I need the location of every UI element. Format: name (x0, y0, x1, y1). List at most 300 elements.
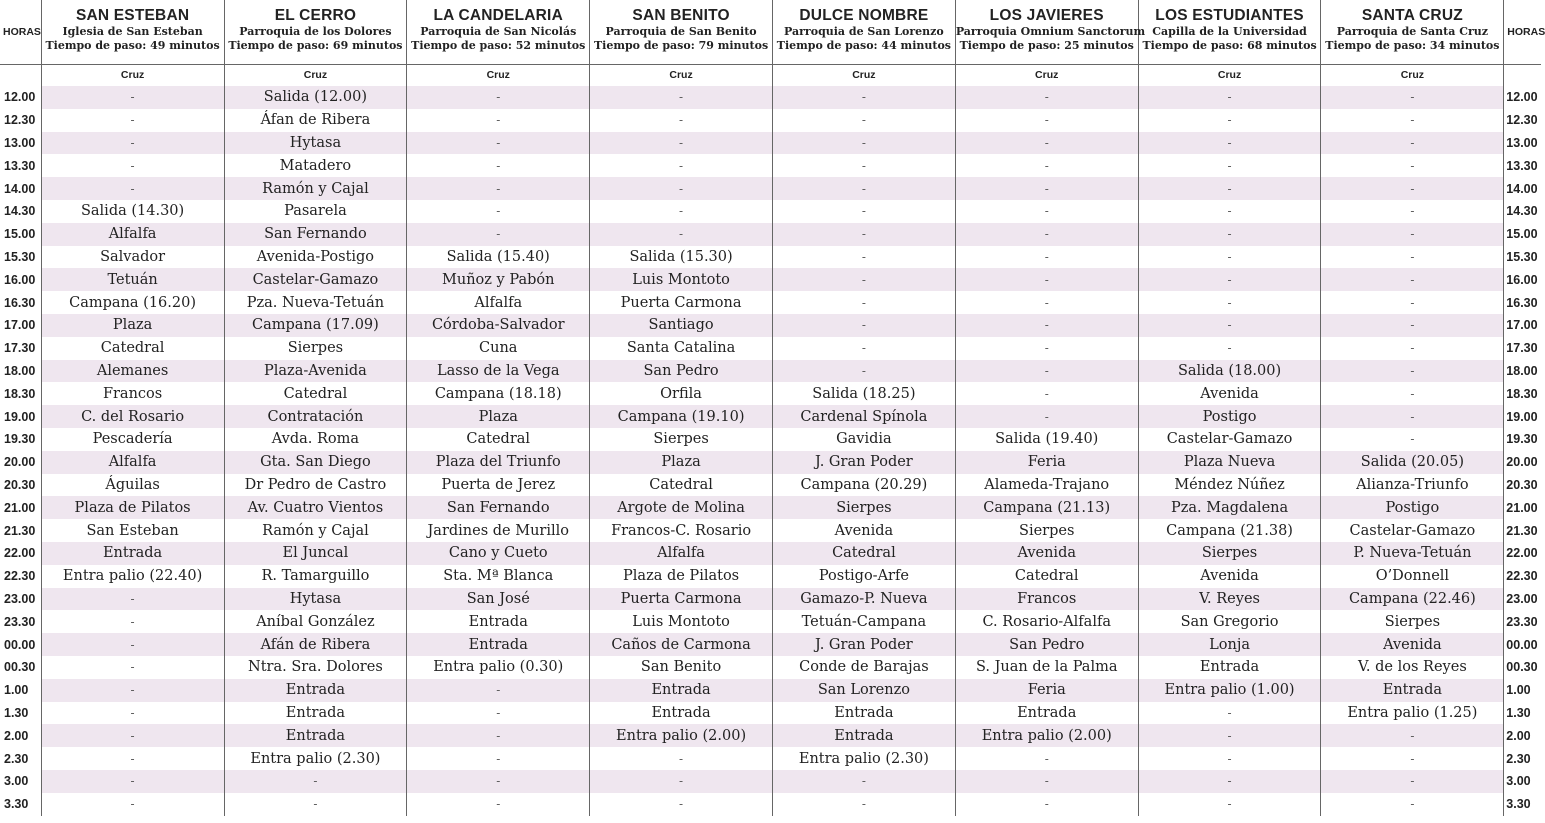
schedule-row (0, 246, 1541, 269)
route-cell: Plaza de Pilatos (590, 565, 773, 588)
route-cell: Entrada (1321, 679, 1504, 702)
route-cell: - (1321, 223, 1504, 246)
route-cell: - (41, 610, 224, 633)
route-cell: - (407, 109, 590, 132)
time-label-left: 12.30 (0, 109, 41, 132)
route-cell: - (955, 337, 1138, 360)
route-cell: Santiago (590, 314, 773, 337)
route-cell: Méndez Núñez (1138, 474, 1321, 497)
cruz-label: Cruz (1321, 64, 1504, 86)
time-label-right: 22.00 (1504, 542, 1541, 565)
schedule-row (0, 770, 1541, 793)
time-label-left: 17.00 (0, 314, 41, 337)
cruz-label: Cruz (955, 64, 1138, 86)
route-cell: - (1138, 337, 1321, 360)
route-cell: Plaza-Avenida (224, 360, 407, 383)
route-cell: Tetuán (41, 268, 224, 291)
route-cell: Sierpes (772, 496, 955, 519)
time-label-right: 3.00 (1504, 770, 1541, 793)
route-cell: Sierpes (1138, 542, 1321, 565)
hermandad-church: Parroquia Omnium Sanctorum (955, 25, 1146, 38)
route-cell: Plaza de Pilatos (41, 496, 224, 519)
route-cell: Salida (15.30) (590, 246, 773, 269)
route-cell: - (772, 268, 955, 291)
route-cell: Gavidia (772, 428, 955, 451)
route-cell: - (955, 770, 1138, 793)
route-cell: - (590, 223, 773, 246)
route-cell: - (407, 86, 590, 109)
time-label-right: 14.30 (1504, 200, 1541, 223)
route-cell: Pza. Magdalena (1138, 496, 1321, 519)
route-cell: J. Gran Poder (772, 451, 955, 474)
route-cell: Entrada (772, 702, 955, 725)
route-cell: - (772, 154, 955, 177)
schedule-row (0, 565, 1541, 588)
route-cell: - (772, 132, 955, 155)
route-cell: - (955, 793, 1138, 816)
schedule-row (0, 679, 1541, 702)
route-cell: Entrada (407, 610, 590, 633)
route-cell: Francos-C. Rosario (590, 519, 773, 542)
time-label-right: 19.30 (1504, 428, 1541, 451)
time-label-left: 19.00 (0, 405, 41, 428)
schedule-row (0, 223, 1541, 246)
route-cell: Orfila (590, 382, 773, 405)
route-cell: - (590, 793, 773, 816)
route-cell: Matadero (224, 154, 407, 177)
schedule-row (0, 793, 1541, 816)
hermandad-header (1321, 0, 1504, 64)
route-cell: San Lorenzo (772, 679, 955, 702)
time-label-left: 15.00 (0, 223, 41, 246)
route-cell: Avenida (1321, 633, 1504, 656)
cruz-label: Cruz (407, 64, 590, 86)
route-cell: - (41, 132, 224, 155)
route-cell: San Fernando (224, 223, 407, 246)
route-cell: - (1138, 154, 1321, 177)
route-cell: Castelar-Gamazo (224, 268, 407, 291)
route-cell: - (407, 679, 590, 702)
route-cell: - (1138, 724, 1321, 747)
route-cell: Campana (21.38) (1138, 519, 1321, 542)
route-cell: Entra palio (2.30) (772, 747, 955, 770)
route-cell: Campana (20.29) (772, 474, 955, 497)
time-label-right: 00.30 (1504, 656, 1541, 679)
time-label-right: 2.30 (1504, 747, 1541, 770)
route-cell: Luis Montoto (590, 268, 773, 291)
route-cell: - (1321, 177, 1504, 200)
route-cell: Áfan de Ribera (224, 109, 407, 132)
route-cell: Alianza-Triunfo (1321, 474, 1504, 497)
route-cell: - (1138, 268, 1321, 291)
route-cell: Hytasa (224, 132, 407, 155)
route-cell: Francos (955, 588, 1138, 611)
route-cell: P. Nueva-Tetuán (1321, 542, 1504, 565)
time-label-left: 18.00 (0, 360, 41, 383)
route-cell: - (772, 109, 955, 132)
route-cell: San Pedro (590, 360, 773, 383)
route-cell: C. Rosario-Alfalfa (955, 610, 1138, 633)
route-cell: Alfalfa (41, 451, 224, 474)
time-label-left: 20.00 (0, 451, 41, 474)
route-cell: Entrada (955, 702, 1138, 725)
route-cell: Santa Catalina (590, 337, 773, 360)
schedule-row (0, 542, 1541, 565)
route-cell: Entra palio (1.00) (1138, 679, 1321, 702)
route-cell: - (772, 793, 955, 816)
time-label-left: 14.00 (0, 177, 41, 200)
time-label-left: 16.00 (0, 268, 41, 291)
route-cell: - (1321, 724, 1504, 747)
route-cell: V. de los Reyes (1321, 656, 1504, 679)
hermandad-church: Parroquia de San Benito (605, 25, 757, 38)
hermandad-name: EL CERRO (274, 7, 357, 24)
route-cell: Catedral (407, 428, 590, 451)
route-cell: - (1321, 770, 1504, 793)
schedule-row (0, 109, 1541, 132)
route-cell: - (1321, 154, 1504, 177)
route-cell: - (407, 793, 590, 816)
route-cell: Ramón y Cajal (224, 177, 407, 200)
route-cell: - (1321, 200, 1504, 223)
route-cell: Puerta Carmona (590, 291, 773, 314)
cruz-row (0, 64, 1541, 86)
route-cell: Entra palio (0.30) (407, 656, 590, 679)
cruz-label: Cruz (590, 64, 773, 86)
route-cell: - (41, 770, 224, 793)
hermandad-header (590, 0, 773, 64)
route-cell: - (955, 132, 1138, 155)
route-cell: Lasso de la Vega (407, 360, 590, 383)
schedule-row (0, 268, 1541, 291)
route-cell: - (1138, 223, 1321, 246)
schedule-row (0, 724, 1541, 747)
route-cell: - (772, 770, 955, 793)
route-cell: - (41, 702, 224, 725)
schedule-row (0, 360, 1541, 383)
route-cell: Campana (18.18) (407, 382, 590, 405)
route-cell: - (772, 314, 955, 337)
route-cell: Avda. Roma (224, 428, 407, 451)
route-cell: - (1321, 132, 1504, 155)
route-cell: - (41, 154, 224, 177)
route-cell: Ntra. Sra. Dolores (224, 656, 407, 679)
route-cell: Alfalfa (590, 542, 773, 565)
route-cell: - (590, 770, 773, 793)
hermandad-paso-time: Tiempo de paso: 34 minutos (1325, 39, 1500, 52)
hermandad-header (41, 0, 224, 64)
route-cell: Salida (19.40) (955, 428, 1138, 451)
route-cell: - (407, 200, 590, 223)
route-cell: O’Donnell (1321, 565, 1504, 588)
route-cell: Dr Pedro de Castro (224, 474, 407, 497)
route-cell: Cano y Cueto (407, 542, 590, 565)
time-label-right: 23.30 (1504, 610, 1541, 633)
schedule-row (0, 86, 1541, 109)
time-label-right: 13.30 (1504, 154, 1541, 177)
route-cell: Av. Cuatro Vientos (224, 496, 407, 519)
route-cell: - (41, 588, 224, 611)
route-cell: Entrada (590, 679, 773, 702)
hermandad-church: Parroquia de San Lorenzo (784, 25, 944, 38)
route-cell: - (955, 291, 1138, 314)
time-label-right: 20.00 (1504, 451, 1541, 474)
time-label-right: 22.30 (1504, 565, 1541, 588)
route-cell: - (1138, 132, 1321, 155)
time-label-left: 2.30 (0, 747, 41, 770)
route-cell: - (224, 793, 407, 816)
route-cell: Sta. Mª Blanca (407, 565, 590, 588)
schedule-row (0, 405, 1541, 428)
route-cell: - (955, 246, 1138, 269)
route-cell: - (590, 154, 773, 177)
route-cell: Campana (21.13) (955, 496, 1138, 519)
hermandad-paso-time: Tiempo de paso: 52 minutos (411, 39, 586, 52)
route-cell: Francos (41, 382, 224, 405)
hermandad-name: SANTA CRUZ (1361, 7, 1463, 24)
route-cell: Entra palio (1.25) (1321, 702, 1504, 725)
route-cell: - (955, 268, 1138, 291)
route-cell: - (955, 109, 1138, 132)
time-label-right: 20.30 (1504, 474, 1541, 497)
route-cell: - (407, 154, 590, 177)
route-cell: - (1138, 314, 1321, 337)
time-label-right: 17.30 (1504, 337, 1541, 360)
hermandad-paso-time: Tiempo de paso: 69 minutos (228, 39, 403, 52)
time-label-left: 22.00 (0, 542, 41, 565)
hermandad-paso-time: Tiempo de paso: 25 minutos (959, 39, 1134, 52)
schedule-row (0, 132, 1541, 155)
route-cell: Plaza Nueva (1138, 451, 1321, 474)
schedule-row (0, 656, 1541, 679)
time-label-left: 13.00 (0, 132, 41, 155)
route-cell: Cuna (407, 337, 590, 360)
route-cell: Hytasa (224, 588, 407, 611)
route-cell: San Gregorio (1138, 610, 1321, 633)
time-label-right: 13.00 (1504, 132, 1541, 155)
cruz-row-spacer-left (0, 64, 41, 86)
route-cell: - (955, 86, 1138, 109)
route-cell: - (1321, 382, 1504, 405)
hermandad-paso-time: Tiempo de paso: 44 minutos (776, 39, 951, 52)
route-cell: - (1138, 200, 1321, 223)
route-cell: Entra palio (22.40) (41, 565, 224, 588)
time-label-right: 16.00 (1504, 268, 1541, 291)
route-cell: - (772, 86, 955, 109)
hermandad-header (224, 0, 407, 64)
hermandad-name: SAN BENITO (632, 7, 730, 24)
cruz-label: Cruz (224, 64, 407, 86)
time-label-right: 15.30 (1504, 246, 1541, 269)
schedule-row (0, 428, 1541, 451)
route-cell: - (1321, 337, 1504, 360)
route-cell: - (1138, 702, 1321, 725)
time-label-left: 12.00 (0, 86, 41, 109)
route-cell: Puerta Carmona (590, 588, 773, 611)
hermandad-name: LOS JAVIERES (989, 7, 1104, 24)
cruz-label: Cruz (41, 64, 224, 86)
route-cell: - (772, 223, 955, 246)
route-cell: Alameda-Trajano (955, 474, 1138, 497)
route-cell: Campana (22.46) (1321, 588, 1504, 611)
time-label-right: 12.30 (1504, 109, 1541, 132)
time-label-left: 14.30 (0, 200, 41, 223)
route-cell: Castelar-Gamazo (1321, 519, 1504, 542)
route-cell: Entrada (407, 633, 590, 656)
time-label-right: 17.00 (1504, 314, 1541, 337)
route-cell: Entrada (224, 679, 407, 702)
route-cell: Gta. San Diego (224, 451, 407, 474)
route-cell: - (1138, 86, 1321, 109)
schedule-row (0, 382, 1541, 405)
route-cell: - (41, 656, 224, 679)
schedule-row (0, 747, 1541, 770)
route-cell: Muñoz y Pabón (407, 268, 590, 291)
hermandad-name: SAN ESTEBAN (75, 7, 190, 24)
schedule-row (0, 588, 1541, 611)
time-label-left: 23.00 (0, 588, 41, 611)
route-cell: - (1321, 360, 1504, 383)
route-cell: - (1138, 747, 1321, 770)
route-cell: Campana (16.20) (41, 291, 224, 314)
route-cell: Entra palio (2.30) (224, 747, 407, 770)
time-label-right: 18.00 (1504, 360, 1541, 383)
time-label-left: 16.30 (0, 291, 41, 314)
time-label-left: 1.00 (0, 679, 41, 702)
hermandad-header (407, 0, 590, 64)
route-cell: - (955, 405, 1138, 428)
route-cell: Gamazo-P. Nueva (772, 588, 955, 611)
route-cell: - (590, 747, 773, 770)
hermandad-church: Parroquia de los Dolores (239, 25, 392, 38)
route-cell: Entrada (590, 702, 773, 725)
route-cell: Postigo-Arfe (772, 565, 955, 588)
time-label-left: 3.00 (0, 770, 41, 793)
route-cell: Ramón y Cajal (224, 519, 407, 542)
route-cell: - (772, 291, 955, 314)
hermandad-paso-time: Tiempo de paso: 79 minutos (593, 39, 769, 52)
route-cell: Sierpes (955, 519, 1138, 542)
route-cell: Salida (12.00) (224, 86, 407, 109)
cruz-row-spacer-right (1504, 64, 1541, 86)
route-cell: Entrada (41, 542, 224, 565)
route-cell: - (1138, 291, 1321, 314)
time-label-right: 21.30 (1504, 519, 1541, 542)
route-cell: - (955, 314, 1138, 337)
horas-header-right: HORAS (1504, 0, 1541, 64)
route-cell: San Benito (590, 656, 773, 679)
schedule-row (0, 200, 1541, 223)
schedule-row (0, 314, 1541, 337)
route-cell: Tetuán-Campana (772, 610, 955, 633)
route-cell: - (41, 177, 224, 200)
route-cell: - (1138, 177, 1321, 200)
route-cell: San Esteban (41, 519, 224, 542)
route-cell: Entra palio (2.00) (590, 724, 773, 747)
time-label-right: 14.00 (1504, 177, 1541, 200)
route-cell: Salida (18.00) (1138, 360, 1321, 383)
route-cell: - (590, 200, 773, 223)
route-cell: Entrada (224, 724, 407, 747)
route-cell: Feria (955, 451, 1138, 474)
cruz-label: Cruz (772, 64, 955, 86)
hermandad-church: Iglesia de San Esteban (62, 25, 203, 38)
route-cell: - (407, 770, 590, 793)
time-label-left: 17.30 (0, 337, 41, 360)
time-label-right: 23.00 (1504, 588, 1541, 611)
route-cell: - (955, 382, 1138, 405)
route-cell: Castelar-Gamazo (1138, 428, 1321, 451)
route-cell: Águilas (41, 474, 224, 497)
hermandad-name: LA CANDELARIA (433, 7, 563, 24)
time-label-left: 23.30 (0, 610, 41, 633)
time-label-left: 2.00 (0, 724, 41, 747)
route-cell: Plaza (41, 314, 224, 337)
route-cell: Campana (17.09) (224, 314, 407, 337)
route-cell: - (772, 360, 955, 383)
route-cell: - (1321, 793, 1504, 816)
route-cell: - (1138, 770, 1321, 793)
route-cell: Plaza (407, 405, 590, 428)
hermandad-church: Capilla de la Universidad (1152, 25, 1307, 38)
route-cell: - (772, 177, 955, 200)
time-label-right: 00.00 (1504, 633, 1541, 656)
cruz-label: Cruz (1138, 64, 1321, 86)
route-cell: Salvador (41, 246, 224, 269)
hermandad-header (772, 0, 955, 64)
route-cell: - (41, 679, 224, 702)
time-label-left: 13.30 (0, 154, 41, 177)
schedule-row (0, 519, 1541, 542)
horas-header-left: HORAS (0, 0, 41, 64)
route-cell: Postigo (1138, 405, 1321, 428)
time-label-left: 18.30 (0, 382, 41, 405)
route-cell: Catedral (772, 542, 955, 565)
route-cell: Conde de Barajas (772, 656, 955, 679)
time-label-left: 00.00 (0, 633, 41, 656)
route-cell: - (1321, 747, 1504, 770)
route-cell: Entrada (1138, 656, 1321, 679)
route-cell: - (1321, 109, 1504, 132)
schedule-row (0, 154, 1541, 177)
time-label-left: 21.30 (0, 519, 41, 542)
route-cell: - (590, 86, 773, 109)
route-cell: - (772, 200, 955, 223)
route-cell: - (590, 177, 773, 200)
schedule-row (0, 496, 1541, 519)
route-cell: Afán de Ribera (224, 633, 407, 656)
time-label-right: 16.30 (1504, 291, 1541, 314)
route-cell: Puerta de Jerez (407, 474, 590, 497)
route-cell: - (407, 132, 590, 155)
route-cell: Salida (14.30) (41, 200, 224, 223)
hermandad-header (955, 0, 1146, 64)
route-cell: J. Gran Poder (772, 633, 955, 656)
route-cell: - (1321, 246, 1504, 269)
route-cell: San Fernando (407, 496, 590, 519)
time-label-left: 21.00 (0, 496, 41, 519)
route-cell: San José (407, 588, 590, 611)
route-cell: Córdoba-Salvador (407, 314, 590, 337)
route-cell: Jardines de Murillo (407, 519, 590, 542)
schedule-row (0, 633, 1541, 656)
route-cell: - (41, 633, 224, 656)
route-cell: V. Reyes (1138, 588, 1321, 611)
route-cell: - (41, 724, 224, 747)
route-cell: Avenida (1138, 382, 1321, 405)
time-label-right: 21.00 (1504, 496, 1541, 519)
route-cell: Catedral (955, 565, 1138, 588)
